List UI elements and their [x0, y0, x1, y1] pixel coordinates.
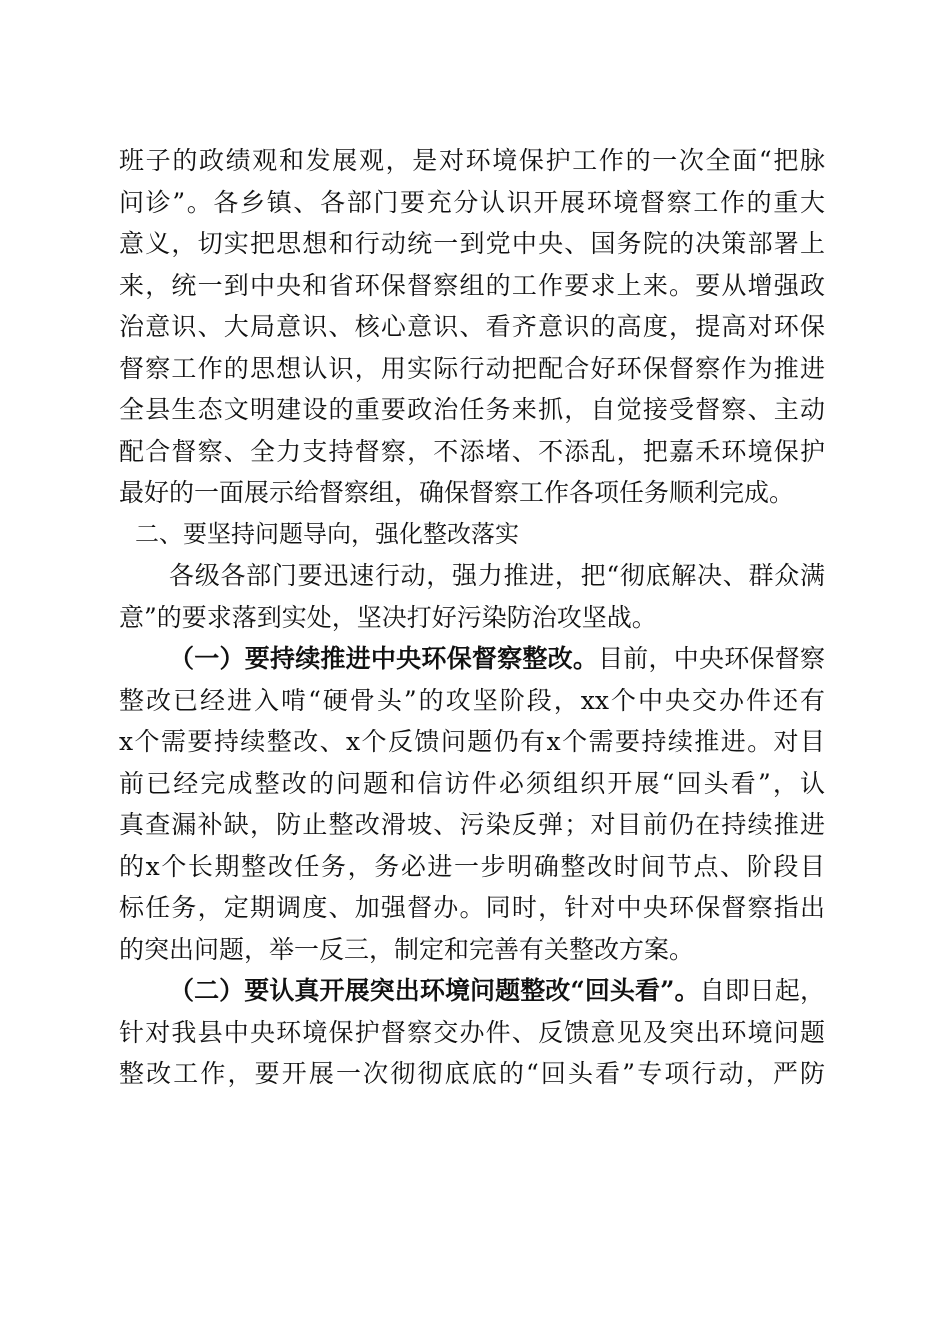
text-line: 各级各部门要迅速行动，强力推进，把“彻底解决、群众满: [169, 561, 825, 590]
text-line: 针对我县中央环境保护督察交办件、反馈意见及突出环境问题: [119, 1017, 825, 1047]
text-line: 意义，切实把思想和行动统一到党中央、国务院的决策部署上: [119, 229, 825, 258]
text-line: 的x个长期整改任务，务必进一步明确整改时间节点、阶段目: [119, 851, 825, 881]
text-line: 来，统一到中央和省环保督察组的工作要求上来。要从增强政: [119, 270, 825, 300]
text-line: 标任务，定期调度、加强督办。同时，针对中央环保督察指出: [119, 893, 825, 922]
text-line: 真查漏补缺，防止整改滑坡、污染反弹；对目前仍在持续推进: [119, 810, 825, 839]
text-line: 督察工作的思想认识，用实际行动把配合好环保督察作为推进: [119, 353, 825, 383]
text-line: 治意识、大局意识、核心意识、看齐意识的高度，提高对环保: [119, 312, 825, 341]
document-page: [119, 140, 825, 1095]
text-line: 配合督察、全力支持督察，不添堵、不添乱，把嘉禾环境保护: [119, 436, 825, 466]
text-line: x个需要持续整改、x个反馈问题仍有x个需要持续推进。对目: [119, 727, 825, 756]
text-line: 整改已经进入啃“硬骨头”的攻坚阶段，xx个中央交办件还有: [119, 685, 825, 715]
paragraph-1: [119, 140, 825, 514]
text-line: 问诊”。各乡镇、各部门要充分认识开展环境督察工作的重大: [119, 187, 825, 217]
text-line: 整改工作，要开展一次彻彻底底的“回头看”专项行动，严防: [119, 1059, 825, 1088]
text-line: 前已经完成整改的问题和信访件必须组织开展“回头看”，认: [119, 768, 825, 798]
paragraph-4: [119, 970, 825, 1095]
text-line: 全县生态文明建设的重要政治任务来抓，自觉接受督察、主动: [119, 395, 825, 424]
text-run: 自即日起，: [699, 976, 825, 1005]
subheading-1: （一）要持续推进中央环保督察整改。: [169, 644, 599, 673]
text-line: 班子的政绩观和发展观，是对环境保护工作的一次全面“把脉: [119, 146, 825, 175]
section-heading-2: 二、要坚持问题导向，强化整改落实: [135, 519, 519, 548]
text-run: 目前，中央环保督察: [598, 644, 825, 673]
paragraph-2: [119, 555, 825, 638]
text-line: 最好的一面展示给督察组，确保督察工作各项任务顺利完成。: [119, 478, 795, 507]
text-line: 意”的要求落到实处，坚决打好污染防治攻坚战。: [119, 602, 657, 632]
paragraph-3: [119, 638, 825, 970]
text-line: 的突出问题，举一反三，制定和完善有关整改方案。: [119, 934, 695, 964]
text-line: [119, 970, 825, 1012]
text-line: [119, 638, 825, 680]
subheading-2: （二）要认真开展突出环境问题整改“回头看”。: [169, 976, 700, 1005]
